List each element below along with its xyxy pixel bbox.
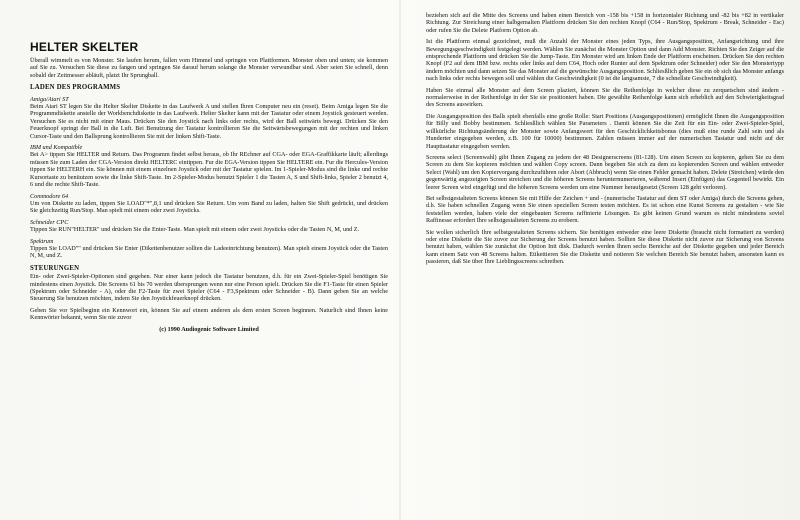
document-title: HELTER SKELTER [30,40,139,54]
c64-subheading: Commodore 64 [30,192,69,200]
copyright-credit: (c) 1990 Audiogenic Software Limited [159,325,259,333]
intro-paragraph: Überall wimmelt es von Monster. Sie laufen herum, fallen vom Himmel und springen von Plattformen. Monster oben und unten; sie kommen auf Sie zu. Versuchen Sie diese zu fangen und springen Sie darauf herum solange die Monster verwundbar sind. Aber seien Sie schnell, denn sobald der Zeitmesser abläuft, platzt Ihr Sprungball. [30,57,388,79]
right-paragraph-2: Ist die Plattform einmal gezeichnet, muß die Anzahl der Monster eines jeden Typs, ihre Ausgangsposition, Anfangsrichtung und ihre Bewegungsgeschwindigkeit festgelegt werden. Wählen Sie zunächst die Monster Option und dann Add Monster. Richten Sie den Zeiger auf die entsprechende Plattform und drücken Sie die Jump-Taste. Ein Monster wird am linken Ende der Plattform erscheinen. Drücken Sie den rechten Knopf (F2 auf dem IBM bzw. rechts oder links auf dem C64, Hoch oder Runter auf dem Spektrum oder Schneider) oder Sie den Monstertypp ändern möchten und dann setzen Sie das Monster auf die gewünschte Ausgangsposition. Schliesßlich geben Sie ein ob sich das Monster anfangs nach links oder rechts bewegen soll und wählen die Geschwindigkeit (0 ist die langsamste, 7 die schnellste Geschwindigkeit). [426,38,784,83]
amiga-paragraph: Beim Atari ST legen Sie die Helter Skelter Diskette in das Laufwerk A und stellen Ihren Computer neu ein (reset). Beim Amiga legen Sie die Programmdiskette anstelle der Workbenchdiskette in das Laufwerk. Helter Skelter kann mit der Tastatur oder einem Joystick gesteuert werden. Versuchen Sie es nicht mit einer Maus. Drücken Sie den Joystick nach links oder rechts, wird der Ball seitwärts bewegt. Drücken Sie den Feuerknopf springt der Ball in die Luft. Bei Benutzung der Tastatur kontrollieren Sie die Seitwärtsbewegungen mit der rechten und linken Cursor-Taste und den Ballsprung kontrollieren Sie mit der linken Shift-Taste. [30,103,388,140]
spectrum-subheading: Spektrum [30,237,54,245]
right-column [426,12,784,270]
right-paragraph-6: Bei selbstgestalteten Screens können Sie mit Hilfe der Zeichen + und - (numerische Tastatur auf dem ST oder Amiga) durch die Screens gehen, d.h. Sie haben schnellen Zugang wenn Sie einen speziellen Screen testen möchten. Es ist schon eine Kunst Screens zu gestalten - wie Sie feststellen werden, haben viele der eingebauten Screens raffinierte Lösungen. Es gibt keinen Grund warum es nicht mindestens soviel Raffinesse erfordert Ihre selbstgestalteten Screens zu erobern. [426,194,784,225]
page-fold [399,0,401,520]
spectrum-paragraph: Tippen Sie LOAD"" und drücken Sie Enter (Dikettenbenutzer sollten die Ladeeinrichtung benutzen). Man spielt einem Joystick oder die Tasten N, M, und Z. [30,244,388,260]
cpc-subheading: Schneider CPC [30,218,69,226]
amiga-subheading: Amiga/Atari ST [30,95,69,103]
ibm-subheading: IBM und Kompatible [30,144,83,152]
ibm-paragraph: Bei A> tippen Sie HELTER und Return. Das Programm findet selbst heraus, ob Ihr REchner auf CGA- oder EGA-Graffikkarte läuft; allerdings müssen Sie zum Laden der CGA-Version direkt HELTERC eintippen. Fur die EGA-Version tippen Sie HELTERE ein. Fur die Hercules-Version tippen Sie HELTERH ein. Sie können mit einem einzelnen Joystick oder mit der Tastatur spielen. Im 1-Spieler-Modus sind die linke und rechte Kursortaste zu benüutzen sowie die linke Shift-Taste. Im 2-Spieler-Modus benutzt Spieler 1 die Tasten A, S und Shift-links, Spieler 2 benutzt 4, 6 und die rechte Shift-Taste. [30,151,388,189]
password-paragraph: Geben Sie vor Spielbeginn ein Kennwort ein, können Sie auf einem anderen als dem ersten Screen beginnen. Naturlich sind Ihnen keine Kennwörter bekannt, wenn Sie nie zuvor [30,306,388,322]
right-paragraph-7: Sie wollen sicherlich Ihre selbstgestalteten Screens sichern. Sie benötigen entweder eine leere Diskette (braucht nicht formatiert zu werden) oder eine Diskette die Sie zuvor zur Sicherung der Screens benutzt haben. Sollten Sie diese Diskette nicht zuvor zur Sicherung von Screens benutzt haben, wählen Sie zunächst die Option Init disk. Dadurch werden Ihnen sechs Bereiche auf der Diskette gegeben und jeder Bereich kann einem Satz von 48 Screens halten. Etikettieren Sie die Diskette und notieren Sie welchen Bereich Sie benutzt haben, ansonsten kann es passieren, daß Sie über Ihre Lieblingsscreens schreiben. [426,228,784,266]
left-column [30,14,388,333]
right-paragraph-3: Haben Sie einmal alle Monster auf dem Screen plaziert, können Sie die Reihenfolge in welcher diese zu zerquetschen sind ändern - normalerweise in der Reihenfolge in der Sie sie positioniert haben. Die gewählte Reihenfolge kann sich erheblich auf den Schwierigkeitsgrad des Screens auswirken. [426,86,784,109]
loading-heading: LADEN DES PROGRAMMS [30,84,121,92]
controls-paragraph: Ein- oder Zwei-Spieler-Optionen sind gegeben. Nur einer kann jedoch die Tastatur benutzen, d.h. für ein Zwei-Spieler-Spiel benötigen Sie mindestens einen Joystick. Die Screens 61 bis 70 werden übersprungen wenn nur eine Person spielt. Drücken Sie die F1-Taste für einen Spieler (Spektrum oder Schneider - A), oder die F2-Taste für zwei Spieler (C64 - F3,Spektrum oder Schneider - B). Dann geben Sie an welche Steuerung Sie benutzen möchten, indem Sie den Joystickfeuerknopf drücken. [30,273,388,303]
right-paragraph-5: Screens select (Screenwahl) gibt Ihnen Zugang zu jedem der 48 Designerscreens (81-128). Um einen Screen zu kopieren, gehen Sie zu dem Screen zu dem Sie kopieren möchten und wählen Copy screen. Dann begeben Sie sich zu dem zu kopierenden Screen und wählen entweder Select (Wahl) um den Kopiervorgang durchzuführen oder Abort (Abbruch) wenn Sie einen Fehler gemacht haben. Delete (Streichen) würde den gegenwärtig angezeigten Screen streichen und die höheren Screens herunternumerieren, während Insert (Einfügen) das Gegenteil bewirkt. Ein leerer Screen wird eingefügt und die höheren Screens werden um eine Nummer heraufgesetzt (Screen 128 geht verloren). [426,153,784,191]
right-paragraph-1: beziehen sich auf die Mitte des Screens und haben einen Bereich von -158 bis +158 in horizontaler Richtung und -82 bis +82 in vertikaler Richtung. Zur Streichung einer halbgemalten Plattform drücken Sie den rechten Knopf (C64 - Run/Stop, Spektrum - Break, Schneider - Esc) oder rufen Sie die Delete Platform Option ab. [426,12,784,34]
controls-heading: STEURUNGEN [30,264,80,272]
c64-paragraph: Um von Diskette zu laden, tippen Sie LOAD"*",8,1 und drücken Sie Return. Um vom Band zu laden, halten Sie Shift gedrückt, und drücken Sie gleichzeitig Run/Stop. Man spielt mit einem oder zwei Joysticks. [30,199,388,215]
cpc-paragraph: Tippen Sie RUN"HELTER" und drücken Sie die Enter-Taste. Man spielt mit einem oder zwei Joysticks oder die Tasten N, M, und Z. [30,226,360,234]
right-paragraph-4: Die Ausgangsposition des Balls spielt ebenfalls eine große Rolle: Start Positions (Ausgangspositionen) ermöglicht Ihnen die Ausgangsposition für Billy und Bobby bestimmen. Schliesßlich wählen Sie Parameters . Damit können Sie die Zeit für ein Ein- oder Zwei-Spieler-Spiel, willkürliche Richtungsänderung der Monster sowie Anfangswert für den Geschicklichkeitsbonus (dies muß eine runde Zahl sein und als Hunderter eingegeben werden, z.B. 100 für 10000) bestimmen. Zahlen müssen immer auf der numerischen Tastatur und nicht auf der Haupttastatur eingegeben werden. [426,112,784,150]
